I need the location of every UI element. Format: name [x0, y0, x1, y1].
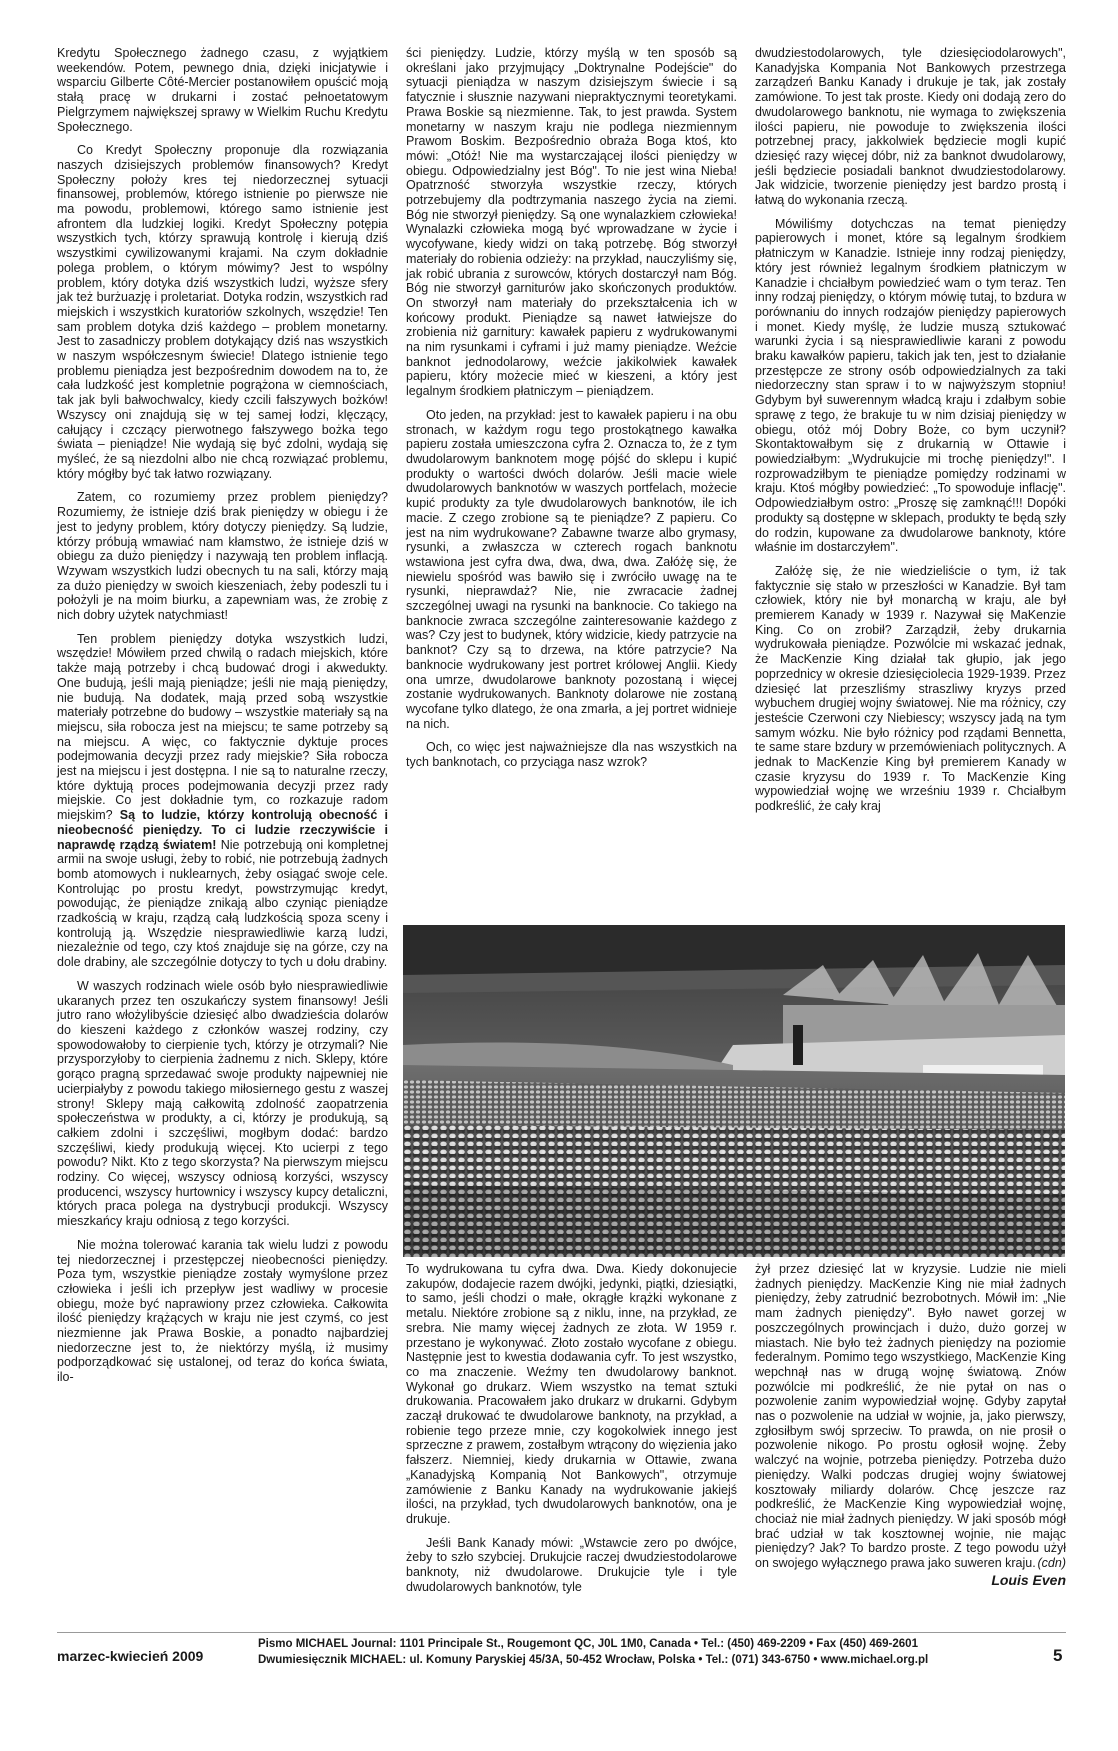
page-number: 5: [1053, 1646, 1063, 1665]
article-column-2: [406, 46, 737, 770]
paragraph: To wydrukowana tu cyfra dwa. Dwa. Kiedy dokonujecie zakupów, dodajecie razem dwójki, jedynki, piątki, dziesiątki, to samo, jeśli chodzi o małe, okrągłe krążki wykonane z metalu. Niektóre zrobione są z niklu, inne, na przykład, ze srebra. Nie mamy więcej żadnych ze złota. W 1959 r. przestano je wykonywać. Złoto zostało wycofane z obiegu. Następnie jest to kwestia dodawania cyfr. To jest wszystko, co ma znaczenie. Weźmy ten dwudolarowy banknot. Wykonał go drukarz. Wiem wszystko na temat sztuki drukowania. Pracowałem jako drukarz w drukarni. Gdybym zaczął drukować te dwudolarowe banknoty, na przykład, a robienie tego przeze mnie, czy kogokolwiek innego jest sprzeczne z prawem, zostałbym wtrącony do więzienia jako fałszerz. Niemniej, kiedy drukarnia w Ottawie, zwana „Kanadyjską Kompanią Not Bankowych", otrzymuje zamówienie z Banku Kanady na wydrukowanie jakiejś ilości, na przykład, tych dwudolarowych banknotów, ona je drukuje.: [406, 1262, 737, 1526]
article-column-3: [755, 46, 1066, 814]
paragraph: Załóżę się, że nie wiedzieliście o tym, iż tak faktycznie się stało w przeszłości w Kanadzie. Był tam człowiek, który nie był monarchą w kraju, ale był premierem Kanady w 1939 r. Nazywał się MaKenzie King. Co on zrobił? Zarządził, żeby drukarnia wydrukowała pieniądze. Pozwólcie mi wskazać jednak, że MacKenzie King działał tak głupio, jak jego poprzednicy w okresie dziesięciolecia 1929-1939. Przez dziesięć lat przeszliśmy straszliwy kryzys przed wybuchem drugiej wojny światowej. Nie ma różnicy, czy jesteście Czerwoni czy Niebiescy; wszyscy jadą na tym samym wózku. Nie było różnicy pod rządami Bennetta, te same stare bzdury w przemówieniach politycznych. A jednak to MacKenzie King był premierem Kanady w czasie kryzysu do 1939 r. To MacKenzie King wypowiedział wojnę we wrześniu 1939 r. Chciałbym podkreślić, że cały kraj: [755, 563, 1066, 814]
bold-statement: Są to ludzie, którzy kontrolują obecność i nieobecność pieniędzy. To ci ludzie rzeczywiście i naprawdę rządzą światem!: [57, 808, 388, 852]
paragraph-text: żył przez dziesięć lat w kryzysie. Ludzie nie mieli żadnych pieniędzy. MacKenzie King nie miał żadnych pieniędzy, żeby zatrudnić bezrobotnych. Mówił im: „Nie mam żadnych pieniędzy". Było nawet gorzej w poszczególnych prowincjach i dużo, dużo gorzej w miastach. Nie było też żadnych pieniędzy na poziomie federalnym. Pomimo tego wszystkiego, MacKenzie King wepchnął nas w drugą wojnę światową. Znów pozwólcie mi podkreślić, że nie pytał on nas o pozwolenie zanim wypowiedział wojnę. Gdyby zapytał nas o pozwolenie na udział w wojnie, ja, jako pierwszy, zgłosiłbym swój sprzeciw. To prawda, on nie prosił o pozwolenie nikogo. Po prostu ogłosił wojnę. Żeby walczyć na wojnie, potrzeba pieniędzy. Potrzeba dużo pieniędzy. Walki podczas drugiej wojny światowej kosztowały miliardy dolarów. Chcę jeszcze raz podkreślić, że MacKenzie King wypowiedział wojnę, chociaż nie miał żadnych pieniędzy. W jaki sposób mógł brać udział w tak kosztownej wojnie, nie mając pieniędzy? Jak? To bardzo proste. Z tego powodu użył on swojego wyłącznego prawa jako suweren kraju.: [755, 1262, 1066, 1571]
paragraph: Oto jeden, na przykład: jest to kawałek papieru i na obu stronach, w każdym rogu tego prostokątnego kawałka papieru została umieszczona cyfra 2. Oznacza to, że z tym dwudolarowym banknotem mogę pójść do sklepu i kupić produkty o wartości dwóch dolarów. Jeśli macie wiele dwudolarowych banknotów w waszych portfelach, możecie kupić produkty za tyle dwudolarowych banknotów, ile ich macie. Z czego zrobione są te pieniądze? Z papieru. Co jest na nim wydrukowane? Zabawne twarze albo grymasy, rysunki, a zwłaszcza w czterech rogach banknotu wstawiona jest cyfra dwa, dwa, dwa, dwa. Załóżę się, że niewielu spośród was bawiło się i zwróciło uwagę na te rysunki, nieprawdaż? Nie, nie zwracacie żadnej szczególnej uwagi na rysunki na banknocie. Co takiego na banknocie zwraca szczególne zainteresowanie każdego z was? Czy jest to budynek, który widzicie, kiedy patrzycie na banknot? Czy są to drzewa, na które patrzycie? Na banknocie wydrukowany jest portret królowej Anglii. Kiedy ona umrze, dwudolarowe banknoty pozostaną i więcej zostanie wydrukowanych. Banknoty dolarowe nie zostaną wycofane tylko dlatego, że ona zmarła, a jej portret widnieje na nich.: [406, 407, 737, 731]
assembly-hall-photo: [403, 925, 1065, 1257]
paragraph: [755, 1262, 1066, 1571]
paragraph-text: Nie potrzebują oni kompletnej armii na swoje usługi, żeby to robić, nie potrzebują żadnych bomb atomowych i nuklearnych, żeby osiągać swoje cele. Kontrolując po prostu kredyt, powstrzymując kredyt, powodując, że pieniądze znikają albo czyniąc pieniądze rzadkością w kraju, rządzą całą ludzkością spoza sceny i kontrolują ją. Wszędzie niesprawiedliwie karzą ludzi, niezależnie od tego, czy ktoś znajduje się na górze, czy na dole drabiny, ale szczególnie dotyczy to tych u dołu drabiny.: [57, 837, 388, 970]
paragraph: ści pieniędzy. Ludzie, którzy myślą w ten sposób są określani jako przyjmujący „Doktrynalne Podejście" do sytuacji pieniądza w naszym dzisiejszym świecie i są fatycznie i słusznie nazywani niepraktycznymi teoretykami. Prawa Boskie są niezmienne. Tak, to jest prawda. System monetarny w naszym kraju nie podlega niezmiennym Prawom Boskim. Bezpośrednio obraża Boga ktoś, kto mówi: „Otóż! Nie ma wystarczającej ilości pieniędzy w obiegu. Odpowiedzialny jest Bóg". To nie jest wina Nieba! Opatrzność stworzyła wszystkie rzeczy, których potrzebujemy dla podtrzymania naszego życia na ziemi. Bóg nie stworzył pieniędzy. Są one wynalazkiem człowieka! Wynalazki człowieka mogą być wprowadzane w życie i wycofywane, kiedy widzi on taką potrzebę. Bóg stworzył materiały do robienia odzieży: na przykład, nauczyliśmy się, jak robić ubrania z surowców, których dostarczył nam Bóg. Bóg nie stworzył garniturów jako skończonych produktów. On stworzył nam materiały do przekształcenia ich w końcowy produkt. Pieniądze są nawet łatwiejsze do zrobienia niż garnitury: kawałek papieru z wydrukowanymi na nim rysunkami i cyframi i już mamy pieniądze. Weźcie banknot jednodolarowy, weźcie jakikolwiek kawałek papieru, który możecie mieć w kieszeni, a który jest legalnym środkiem płatniczym – pieniądzem.: [406, 46, 737, 399]
publisher-address-poland: Dwumiesięcznik MICHAEL: ul. Komuny Paryskiej 45/3A, 50-452 Wrocław, Polska • Tel.: (071) 343-6750 • www.michael.org.pl: [258, 1654, 929, 1666]
article-column-5: [755, 1262, 1066, 1587]
continued-marker: (cdn): [1037, 1556, 1066, 1571]
paragraph: Jeśli Bank Kanady mówi: „Wstawcie zero po dwójce, żeby to szło szybciej. Drukujcie raczej dwudziestodolarowe banknoty, niż dwudolarowe. Drukujcie tyle i tyle dwudolarowych banknotów, tyle: [406, 1535, 737, 1594]
article-column-1: [57, 46, 388, 1385]
paragraph: Nie można tolerować karania tak wielu ludzi z powodu tej niedorzecznej i przestępczej nieobecności pieniędzy. Poza tym, wszystkie pieniądze zostały wymyślone przez człowieka i jeśli ich przepływ jest wadliwy w procesie obiegu, może być naprawiony przez człowieka. Całkowita ilość pieniędzy krążących w kraju nie jest czymś, co jest niezmienne jak Prawa Boskie, a ponadto najbardziej niedorzeczne jest to, że niektórzy myślą, iż musimy podporządkować się ustalonej, od teraz do końca świata, ilo-: [57, 1237, 388, 1385]
paragraph: Mówiliśmy dotychczas na temat pieniędzy papierowych i monet, które są legalnym środkiem płatniczym w Kanadzie. Istnieje inny rodzaj pieniędzy, który jest również legalnym środkiem płatniczym w Kanadzie i chciałbym powiedzieć wam o tym teraz. Ten inny rodzaj pieniędzy, o którym mówię tutaj, to bzdura w porównaniu do innych rodzajów pieniędzy papierowych i monet. Kiedy myślę, że ludzie muszą sztukować warunki życia i są niesprawiedliwie karani z powodu braku kawałków papieru, takich jak ten, jest to działanie przestępcze ze strony osób odpowiedzialnych za taki niedorzeczny stan spraw i to w najwyższym stopniu! Gdybym był suwerennym władcą kraju i zdałbym sobie sprawę z tego, że brakuje tu w nim dzisiaj pieniędzy w obiegu, otóż mój Dobry Boże, co bym uczynił? Skontaktowałbym się z drukarnią w Ottawie i powiedziałbym: „Wydrukujcie mi trochę pieniędzy!". I rozprowadziłbym te pieniądze pomiędzy rodzinami w kraju. Ktoś mógłby powiedzieć: „To spowoduje inflację". Odpowiedziałbym ostro: „Proszę się zamknąć!!! Dopóki produkty są dostępne w sklepach, produkty te będą szły do rodzin, kupowane za dwudolarowe banknoty, które właśnie im dostarczyłem".: [755, 216, 1066, 555]
author-signature: Louis Even: [991, 1571, 1066, 1588]
photo-illustration: [403, 925, 1065, 1257]
page-footer: [0, 1638, 1118, 1678]
paragraph: Och, co więc jest najważniejsze dla nas wszystkich na tych banknotach, co przyciąga nasz wzrok?: [406, 740, 737, 770]
paragraph: Co Kredyt Społeczny proponuje dla rozwiązania naszych dzisiejszych problemów finansowych? Kredyt Społeczny położy kres tej niedorzecznej sytuacji finansowej, problemów, którego istnienie po pierwsze nie ma powodu, problemowi, którego samo istnienie jest afrontem dla ludzkiej logiki. Kredyt Społeczny potępia wszystkich tych, którzy sprawują kontrolę i kierują dziś wszystkimi cywilizowanymi krajami. Na czym dokładnie polega problem, o którym mówimy? Jest to wspólny problem, który dotyka dziś wszystkich ludzi, wyższe sfery jak też burżuazję i proletariat. Dotyka rodzin, wszystkich rad miejskich i wszystkich kuratoriów szkolnych, wszędzie! Ten sam problem dotyka dziś każdego – problem monetarny. Jest to zasadniczy problem dotykający dziś nas wszystkich w naszym współczesnym świecie! Dlatego istnienie tego problemu pieniądza jest bezpośrednim dowodem na to, że cała ludzkość jest kompletnie pogrążona w ciemnościach, tak jak byli bałwochwalcy, kiedy czcili fałszywych bożków! Wszyscy oni znajdują się w tej samej łodzi, klęczący, całujący i czczący pierwotnego fałszywego bożka tego świata – pieniądze! Nie wydają się być zdolni, wydają się myśleć, że są niezdolni albo nie chcą rozwiązać problemu, który mógłby być tak łatwo rozwiązany.: [57, 143, 388, 481]
issue-date: marzec-kwiecień 2009: [57, 1648, 204, 1664]
paragraph: Kredytu Społecznego żadnego czasu, z wyjątkiem weekendów. Potem, pewnego dnia, dzięki inicjatywie i wsparciu Gilberte Côté-Mercier postanowiłem opuścić moją stałą pracę w drukarni i zostać pełnoetatowym Pielgrzymem największej sprawy w Wielkim Ruchu Kredytu Społecznego.: [57, 46, 388, 134]
paragraph: W waszych rodzinach wiele osób było niesprawiedliwie ukaranych przez ten oszukańczy system finansowy! Jeśli jutro rano włożylibyście dziesięć albo dwadzieścia dolarów do kieszeni każdego z członków waszej rodziny, czy spowodowałoby to cierpienie tych, którzy je otrzymali? Nie przysporzyłoby to cierpienia żadnemu z nich. Sklepy, które gorąco pragną sprzedawać swoje produkty najpewniej nie ucierpiałyby z powodu takiego miłosiernego gestu z waszej strony! Sklepy mają całkowitą zdolność zaopatrzenia społeczeństwa w produkty, a ci, którzy je produkują, są całkiem zdolni i szczęśliwi, mogłbym dodać: bardzo szczęśliwi, kiedy produkują więcej. Kto ucierpi z tego powodu? Nikt. Kto z tego skorzysta? Na pierwszym miejscu rodziny. Co więcej, wszyscy odniosą korzyści, wszyscy producenci, wszyscy hurtownicy i wszyscy kupcy detaliczni, których praca polega na dystrybucji produkcji. Wszyscy mieszkańcy kraju odniosą z tego korzyści.: [57, 978, 388, 1229]
footer-divider: [57, 1632, 1066, 1633]
paragraph: Zatem, co rozumiemy przez problem pieniędzy? Rozumiemy, że istnieje dziś brak pieniędzy w obiegu i że jest to jedyny problem, który dotyczy pieniędzy. Są ludzie, którzy próbują wmawiać nam kłamstwo, że istnieje dziś w obiegu za dużo pieniędzy i nazywają ten problem inflacją. Wzywam wszystkich ludzi obecnych tu na sali, którzy mają za dużo pieniędzy w swoich kieszeniach, żeby podeszli tu i położyli je na moim biurku, a zapewniam was, że zrobię z nich dobry użytek natychmiast!: [57, 490, 388, 623]
article-column-4: [406, 1262, 737, 1594]
paragraph: [57, 632, 388, 970]
paragraph: dwudziestodolarowych, tyle dziesięciodolarowych", Kanadyjska Kompania Not Bankowych przestrzega zarządzeń Banku Kanady i drukuje je tak, jak zostały zamówione. To jest tak proste. Kiedy oni dodają zero do dwudolarowego banknotu, nie wymaga to zwiększenia ilości papieru, nie powoduje to zwiększenia ilości potrzebnej pracy, jakkolwiek będziecie mogli kupić dziesięć razy więcej dóbr, niż za banknot dwudolarowy, jeśli będziecie posiadali banknot dwudziestodolarowy. Jak widzicie, tworzenie pieniędzy jest bardzo prostą i łatwą do wykonania rzeczą.: [755, 46, 1066, 208]
publisher-address-canada: Pismo MICHAEL Journal: 1101 Principale St., Rougemont QC, J0L 1M0, Canada • Tel.: (450) 469-2209 • Fax (450) 469-2601: [258, 1638, 918, 1650]
paragraph-text: Ten problem pieniędzy dotyka wszystkich ludzi, wszędzie! Mówiłem przed chwilą o radach miejskich, które także mają potrzeby i chcą budować drogi i akwedukty. One budują, jeśli mają pieniądze; jeśli nie mają pieniędzy, nie budują. Na dodatek, mają przed sobą wszystkie materiały potrzebne do budowy – wszystkie materiały są na miejscu, siła robocza jest na miejscu; te same potrzeby są na miejscu. A więc, co faktycznie dyktuje proces podejmowania decyzji przez rady miejskie? Siła robocza jest na miejscu i jest dostępna. I nie są to naturalne rzeczy, które dyktują proces podejmowania decyzji przez rady miejskie. Co jest dokładnie tym, co rozkazuje radom miejskim?: [57, 631, 388, 823]
